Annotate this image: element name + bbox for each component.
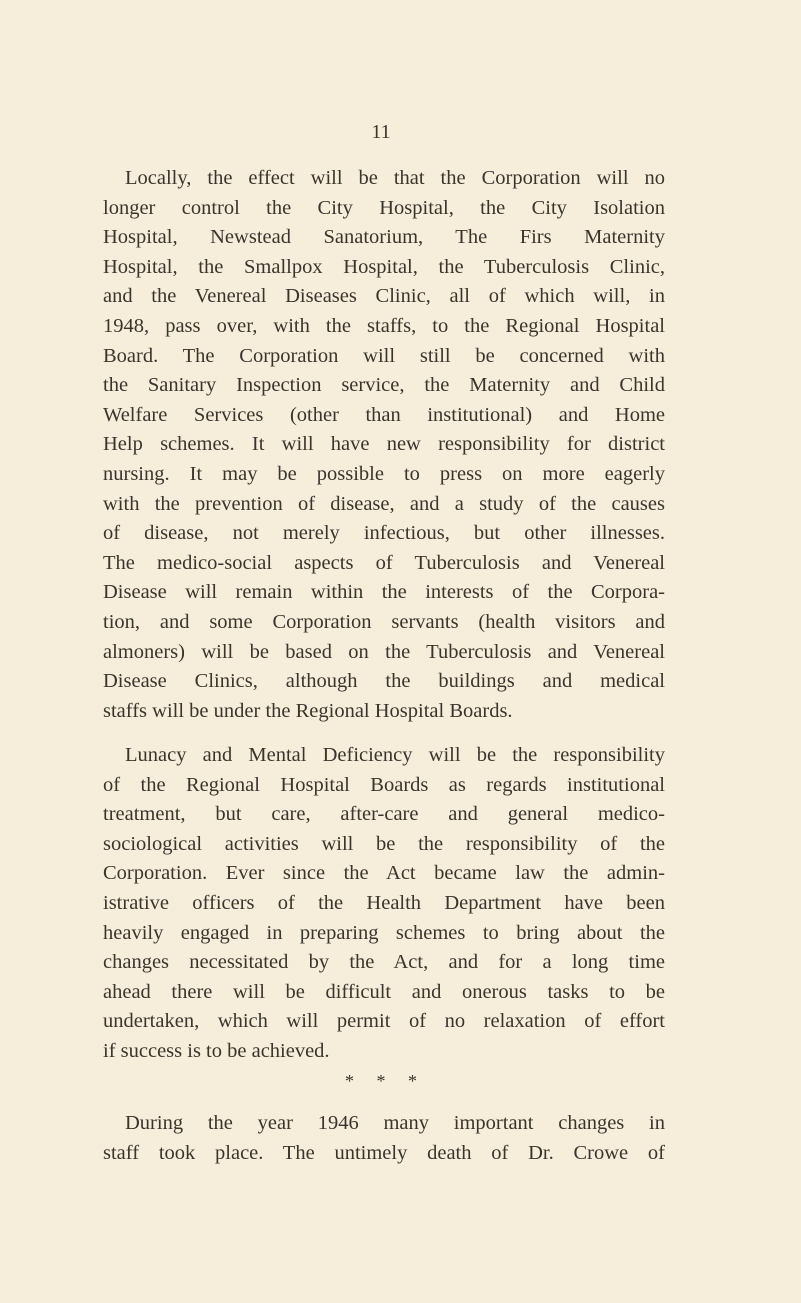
text-line: of the Regional Hospital Boards as regards institutional xyxy=(103,773,665,796)
text-line: staffs will be under the Regional Hospital Boards. xyxy=(103,699,513,722)
text-line: Hospital, the Smallpox Hospital, the Tuberculosis Clinic, xyxy=(103,255,665,278)
text-line: almoners) will be based on the Tuberculosis and Venereal xyxy=(103,640,665,663)
text-line: tion, and some Corporation servants (health visitors and xyxy=(103,610,665,633)
text-line: Locally, the effect will be that the Corporation will no xyxy=(125,167,665,189)
text-line: istrative officers of the Health Department have been xyxy=(103,891,665,914)
text-line: longer control the City Hospital, the City Isolation xyxy=(103,196,665,219)
text-line: of disease, not merely infectious, but other illnesses. xyxy=(103,522,665,545)
text-line: staff took place. The untimely death of Dr. Crowe of xyxy=(103,1141,665,1164)
section-separator: * * * xyxy=(345,1071,417,1091)
text-line: The medico-social aspects of Tuberculosis and Venereal xyxy=(103,551,665,574)
text-line: 1948, pass over, with the staffs, to the Regional Hospital xyxy=(103,314,665,337)
text-line: ahead there will be difficult and onerous tasks to be xyxy=(103,980,665,1003)
text-line: Welfare Services (other than institutional) and Home xyxy=(103,403,665,426)
text-line: Corporation. Ever since the Act became law the admin- xyxy=(103,862,665,885)
paragraph-3 xyxy=(103,1109,665,1168)
text-line: undertaken, which will permit of no relaxation of effort xyxy=(103,1010,665,1033)
text-line: heavily engaged in preparing schemes to bring about the xyxy=(103,921,665,944)
text-line: Disease will remain within the interests of the Corpora- xyxy=(103,581,665,604)
text-line: sociological activities will be the responsibility of the xyxy=(103,832,665,855)
page-number: 11 xyxy=(371,121,391,143)
text-line: During the year 1946 many important changes in xyxy=(125,1112,665,1134)
text-line: Lunacy and Mental Deficiency will be the responsibility xyxy=(125,744,665,766)
text-line: changes necessitated by the Act, and for a long time xyxy=(103,951,665,974)
text-line: nursing. It may be possible to press on more eagerly xyxy=(103,462,665,485)
text-line: Hospital, Newstead Sanatorium, The Firs Maternity xyxy=(103,226,665,249)
text-line: Help schemes. It will have new responsibility for district xyxy=(103,433,665,456)
text-line: the Sanitary Inspection service, the Maternity and Child xyxy=(103,374,665,397)
text-line: Disease Clinics, although the buildings and medical xyxy=(103,670,665,693)
text-line: and the Venereal Diseases Clinic, all of which will, in xyxy=(103,285,665,308)
text-line: treatment, but care, after-care and general medico- xyxy=(103,803,665,826)
text-line: if success is to be achieved. xyxy=(103,1039,330,1062)
text-line: Board. The Corporation will still be concerned with xyxy=(103,344,665,367)
text-line: with the prevention of disease, and a study of the causes xyxy=(103,492,665,515)
paragraph-1 xyxy=(103,164,665,726)
paragraph-2 xyxy=(103,741,665,1067)
